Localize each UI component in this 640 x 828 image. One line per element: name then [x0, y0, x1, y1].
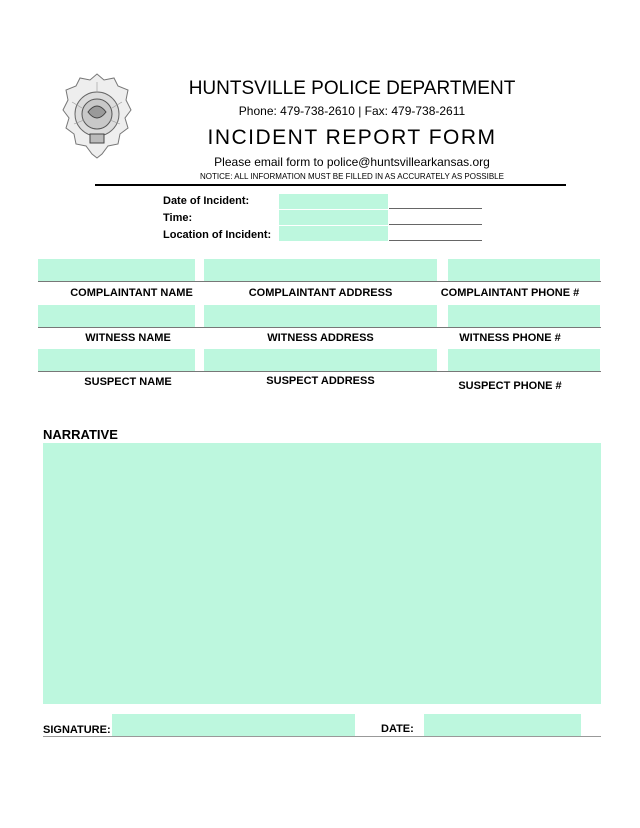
date-of-incident-label: Date of Incident:: [163, 195, 250, 207]
footer-underline: [43, 736, 601, 737]
header-divider: [95, 184, 566, 186]
notice-text: NOTICE: ALL INFORMATION MUST BE FILLED IN AS ACCURATELY AS POSSIBLE: [200, 172, 504, 181]
suspect-phone-label: SUSPECT PHONE #: [458, 380, 562, 392]
complainant-name-label: COMPLAINTANT NAME: [70, 287, 193, 299]
narrative-label: NARRATIVE: [43, 427, 118, 442]
complainant-address-label: COMPLAINTANT ADDRESS: [248, 287, 393, 299]
witness-phone-field[interactable]: [448, 305, 600, 327]
suspect-address-label: SUSPECT ADDRESS: [266, 375, 375, 387]
complainant-divider: [38, 281, 601, 282]
complainant-phone-label: COMPLAINTANT PHONE #: [440, 287, 580, 299]
location-of-incident-field[interactable]: [279, 226, 388, 241]
suspect-divider: [38, 371, 601, 372]
witness-address-label: WITNESS ADDRESS: [267, 332, 374, 344]
suspect-name-field[interactable]: [38, 349, 195, 371]
complainant-phone-field[interactable]: [448, 259, 600, 281]
complainant-name-field[interactable]: [38, 259, 195, 281]
date-of-incident-field[interactable]: [279, 194, 388, 209]
time-label: Time:: [163, 212, 193, 224]
location-of-incident-label: Location of Incident:: [163, 229, 272, 241]
witness-address-field[interactable]: [204, 305, 437, 327]
narrative-field[interactable]: [43, 443, 601, 704]
time-underline: [389, 224, 482, 225]
contact-info: Phone: 479-738-2610 | Fax: 479-738-2611: [238, 104, 466, 118]
witness-name-label: WITNESS NAME: [85, 332, 171, 344]
suspect-address-field[interactable]: [204, 349, 437, 371]
suspect-phone-field[interactable]: [448, 349, 600, 371]
department-name: HUNTSVILLE POLICE DEPARTMENT: [188, 78, 516, 99]
form-title: INCIDENT REPORT FORM: [207, 126, 497, 149]
time-field[interactable]: [279, 210, 388, 225]
signature-label: SIGNATURE:: [43, 724, 111, 736]
email-instruction: Please email form to police@huntsvillearkansas.org: [214, 155, 490, 169]
witness-divider: [38, 327, 601, 328]
footer-date-label: DATE:: [381, 723, 414, 735]
location-underline: [389, 240, 482, 241]
witness-name-field[interactable]: [38, 305, 195, 327]
signature-field[interactable]: [112, 714, 355, 736]
suspect-name-label: SUSPECT NAME: [84, 376, 172, 388]
complainant-address-field[interactable]: [204, 259, 437, 281]
footer-date-field[interactable]: [424, 714, 581, 736]
witness-phone-label: WITNESS PHONE #: [459, 332, 561, 344]
date-underline: [389, 208, 482, 209]
